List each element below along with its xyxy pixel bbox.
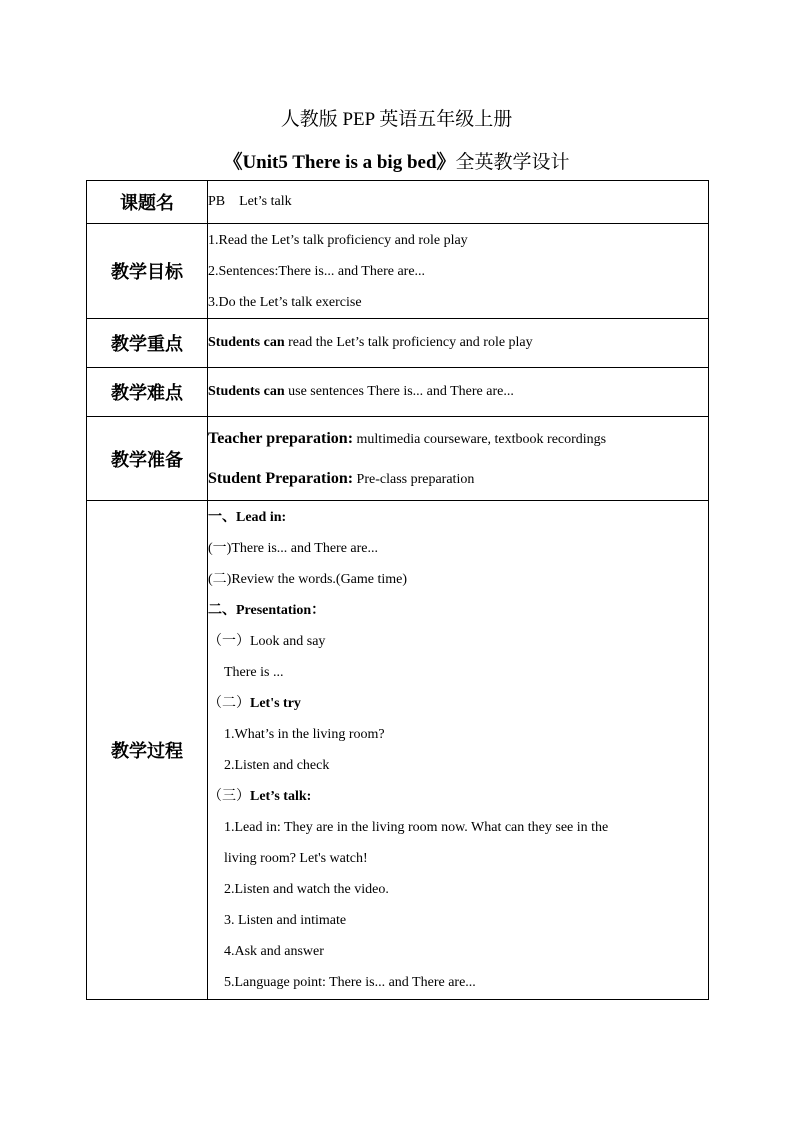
process-line: 3. Listen and intimate <box>224 913 347 928</box>
label-topic: 课题名 <box>87 181 208 224</box>
value-preparation <box>208 417 709 501</box>
student-preparation <box>208 459 708 499</box>
document-subtitle <box>0 147 793 174</box>
process-line: 2.Listen and check <box>224 758 330 773</box>
process-line-text: Let's try <box>250 696 301 711</box>
row-process <box>87 501 709 1000</box>
value-topic: PB Let’s talk <box>208 181 709 224</box>
process-line <box>208 781 708 812</box>
row-difficulties <box>87 368 709 417</box>
label-preparation: 教学准备 <box>87 417 208 501</box>
value-key-points <box>208 319 709 368</box>
unit-title: 《Unit5 There is a big bed》 <box>223 152 456 173</box>
process-line: There is ... <box>224 665 284 680</box>
process-line: 5.Language point: There is... and There are... <box>224 975 476 990</box>
row-key-points <box>87 319 709 368</box>
process-line <box>208 688 708 719</box>
process-line: living room? Let's watch! <box>224 851 368 866</box>
label-key-points: 教学重点 <box>87 319 208 368</box>
label-difficulties: 教学难点 <box>87 368 208 417</box>
process-line: 1.What’s in the living room? <box>224 727 385 742</box>
process-line-prefix: （二） <box>208 696 250 711</box>
label-objectives: 教学目标 <box>87 224 208 319</box>
row-objectives <box>87 224 709 319</box>
row-preparation <box>87 417 709 501</box>
process-line-text: Look and say <box>250 634 326 649</box>
difficulties-text: use sentences There is... and There are... <box>284 384 514 399</box>
difficulties-bold: Students can <box>208 384 285 399</box>
teacher-preparation-text: multimedia courseware, textbook recordings <box>353 431 607 447</box>
process-line-prefix: （一） <box>208 634 250 649</box>
objective-item: 2.Sentences:There is... and There are... <box>208 263 426 279</box>
process-line: (一)There is... and There are... <box>208 541 378 556</box>
subtitle-suffix: 全英教学设计 <box>455 152 570 173</box>
value-objectives <box>208 224 709 319</box>
key-points-bold: Students can <box>208 335 285 350</box>
student-preparation-text: Pre-class preparation <box>353 471 475 487</box>
student-preparation-head: Student Preparation: <box>208 469 354 487</box>
objective-item: 1.Read the Let’s talk proficiency and role play <box>208 232 468 248</box>
lesson-plan-table <box>86 180 709 1000</box>
process-line: 二、Presentation： <box>208 603 326 618</box>
process-line <box>208 626 708 657</box>
teacher-preparation <box>208 419 708 459</box>
key-points-text: read the Let’s talk proficiency and role play <box>284 335 533 350</box>
process-line: 1.Lead in: They are in the living room now. What can they see in the <box>224 820 609 835</box>
value-difficulties <box>208 368 709 417</box>
process-line: 一、Lead in: <box>208 510 287 525</box>
process-line-text: Let’s talk: <box>250 789 312 804</box>
process-line: (二)Review the words.(Game time) <box>208 572 408 587</box>
row-topic <box>87 181 709 224</box>
process-line-prefix: （三） <box>208 789 250 804</box>
label-process: 教学过程 <box>87 501 208 1000</box>
process-line: 4.Ask and answer <box>224 944 324 959</box>
document-title: 人教版 PEP 英语五年级上册 <box>280 109 513 130</box>
value-process <box>208 501 709 1000</box>
objective-item: 3.Do the Let’s talk exercise <box>208 294 362 310</box>
process-line: 2.Listen and watch the video. <box>224 882 389 897</box>
teacher-preparation-head: Teacher preparation: <box>208 429 354 447</box>
